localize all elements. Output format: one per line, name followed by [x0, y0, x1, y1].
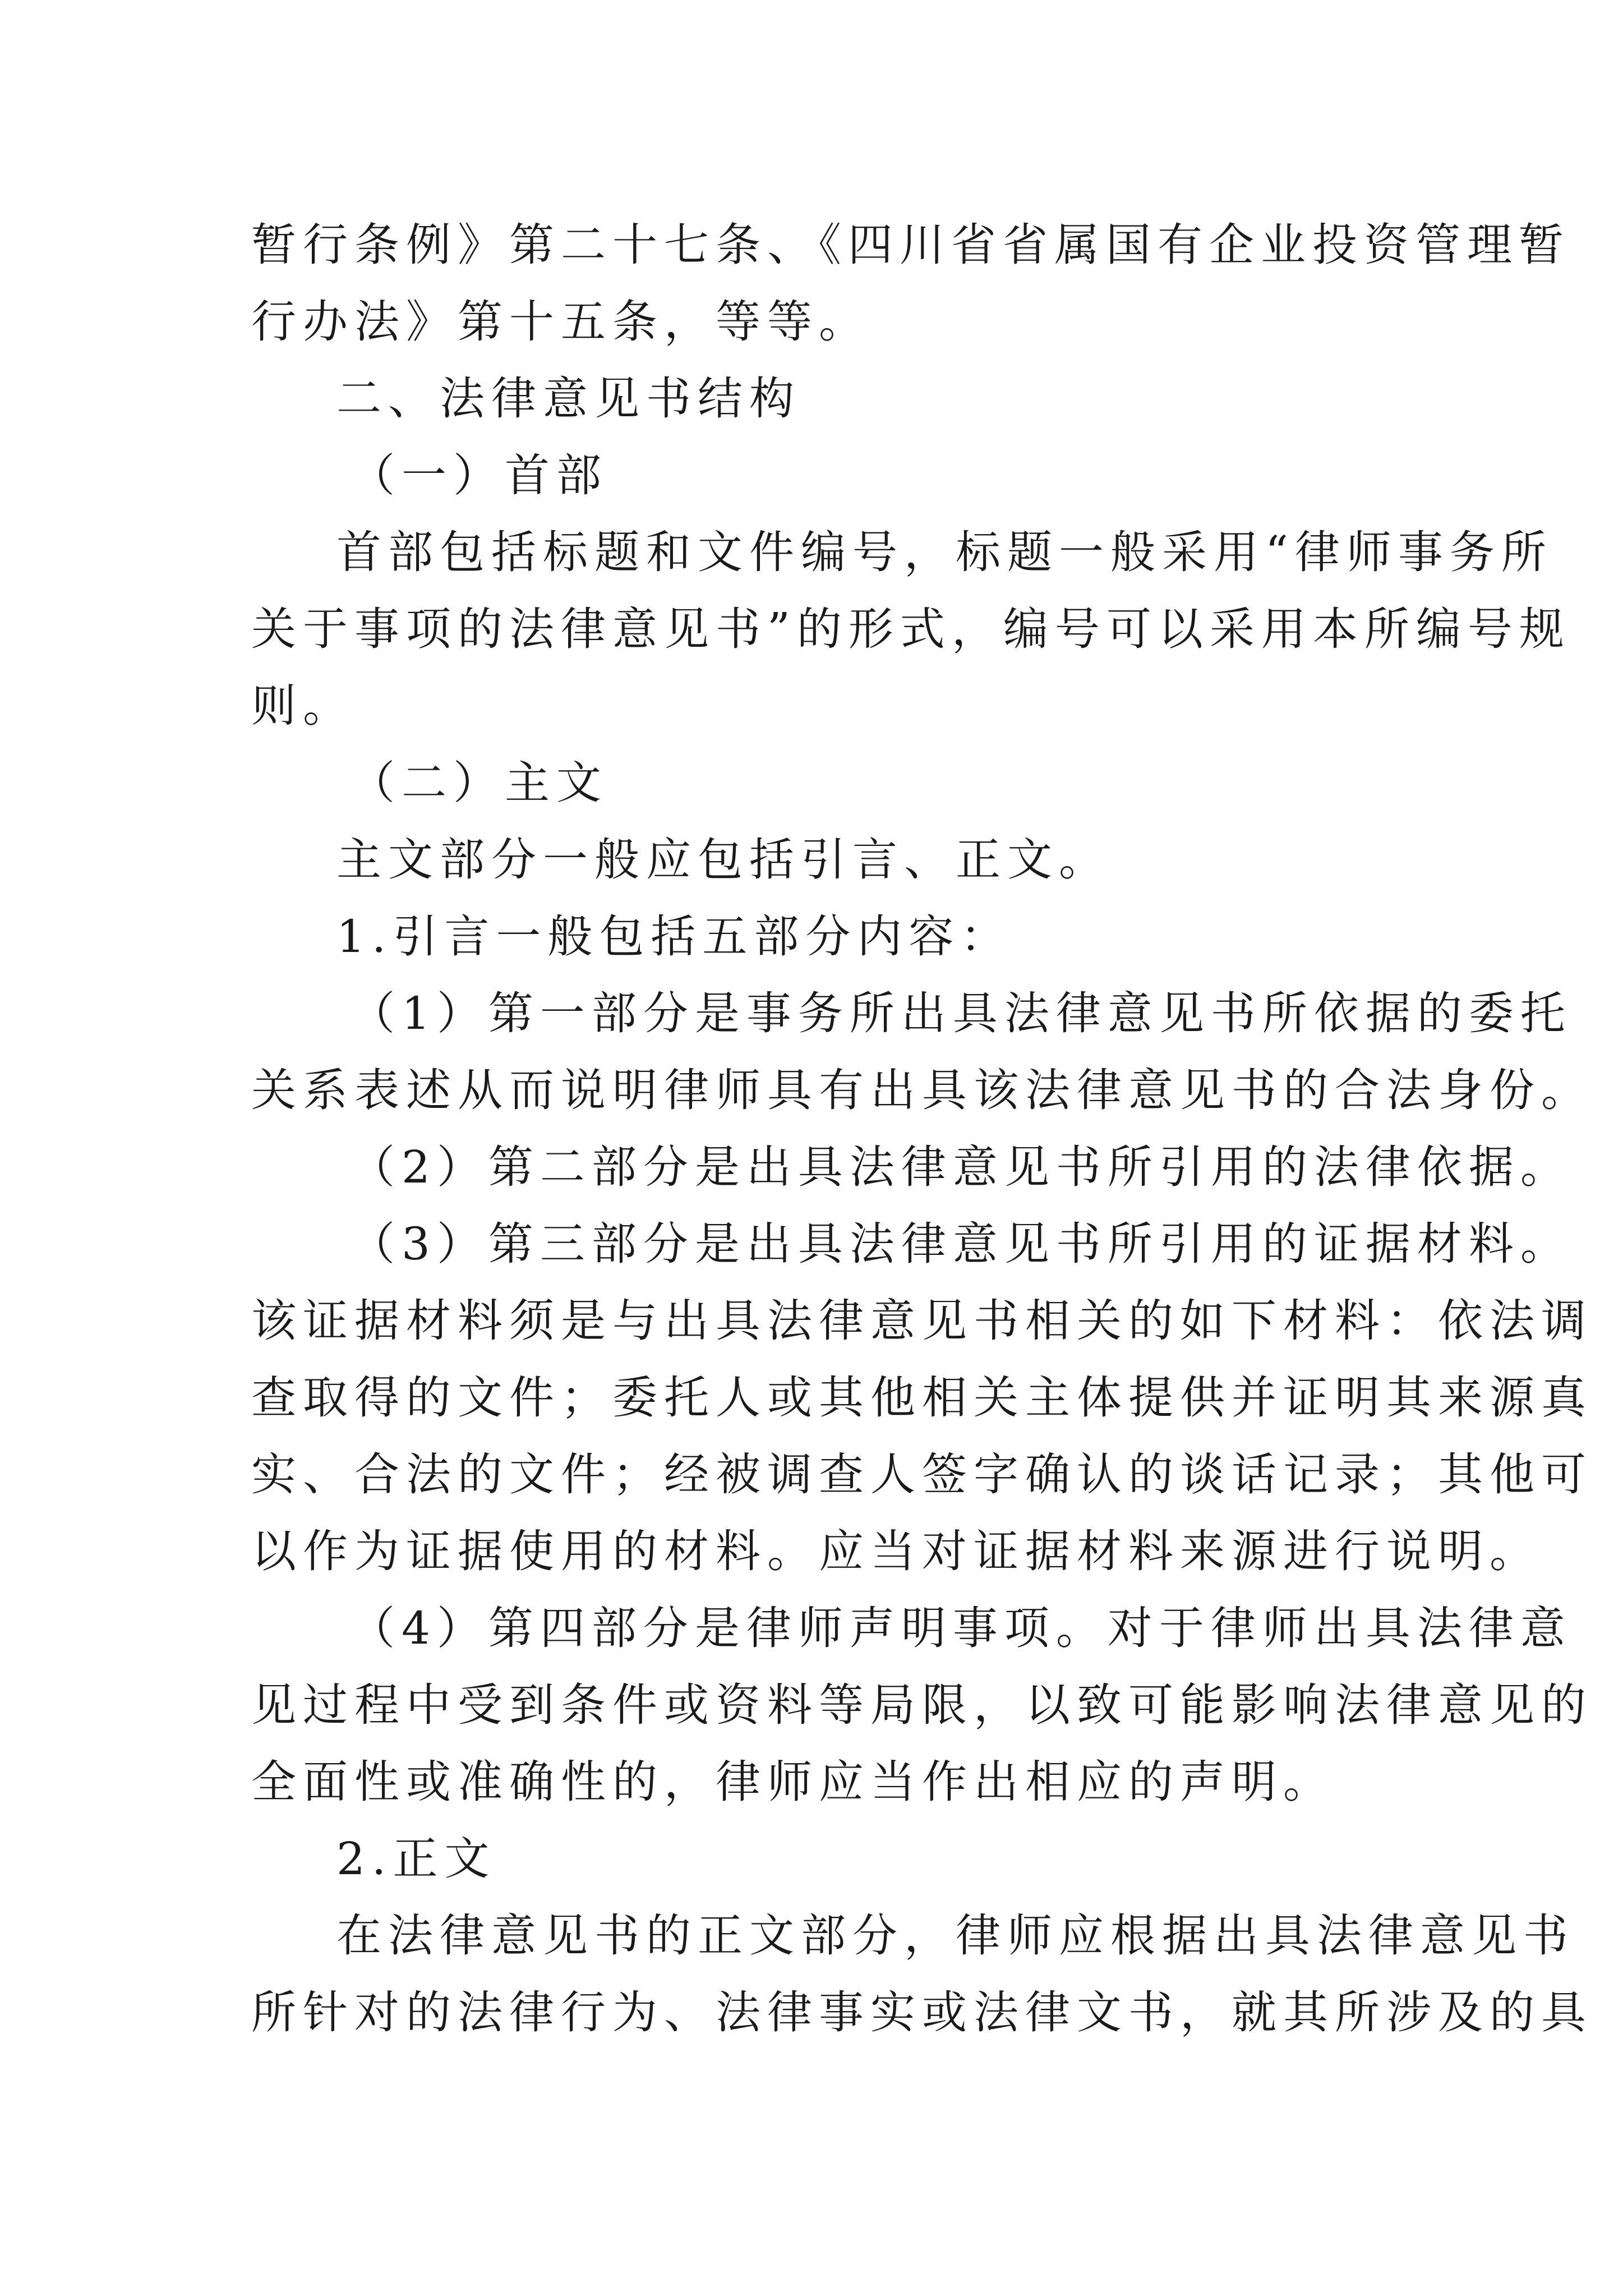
- subsection-heading: （二）主文: [350, 757, 608, 809]
- paragraph-line: 以作为证据使用的材料。应当对证据材料来源进行说明。: [251, 1525, 1541, 1577]
- subsection-heading: （一）首部: [350, 449, 608, 501]
- paragraph-line: 所针对的法律行为、法律事实或法律文书，就其所涉及的具: [251, 1986, 1593, 2039]
- list-item: （4）第四部分是律师声明事项。对于律师出具法律意: [350, 1602, 1572, 1654]
- paragraph-line: 见过程中受到条件或资料等局限，以致可能影响法律意见的: [251, 1679, 1593, 1731]
- paragraph-line: 在法律意见书的正文部分，律师应根据出具法律意见书: [336, 1910, 1575, 1962]
- paragraph-line: 实、合法的文件；经被调查人签字确认的谈话记录；其他可: [251, 1448, 1593, 1501]
- list-heading: 2.正文: [336, 1833, 496, 1885]
- list-item: （2）第二部分是出具法律意见书所引用的法律依据。: [350, 1141, 1572, 1193]
- list-item: （1）第一部分是事务所出具法律意见书所依据的委托: [350, 987, 1572, 1039]
- paragraph-line: 关系表述从而说明律师具有出具该法律意见书的合法身份。: [251, 1064, 1593, 1116]
- paragraph-line: 关于事项的法律意见书”的形式，编号可以采用本所编号规: [251, 603, 1571, 655]
- paragraph-line: 则。: [251, 680, 354, 732]
- paragraph-line: 暂行条例》第二十七条、《四川省省属国有企业投资管理暂: [251, 219, 1570, 271]
- paragraph-line: 主文部分一般应包括引言、正文。: [336, 834, 1110, 886]
- list-item: （3）第三部分是出具法律意见书所引用的证据材料。: [350, 1218, 1572, 1270]
- list-heading: 1.引言一般包括五部分内容：: [336, 910, 1012, 963]
- paragraph-line: 该证据材料须是与出具法律意见书相关的如下材料：依法调: [251, 1295, 1593, 1347]
- paragraph-line: 行办法》第十五条，等等。: [251, 296, 870, 348]
- section-heading: 二、法律意见书结构: [336, 372, 801, 425]
- paragraph-line: 查取得的文件；委托人或其他相关主体提供并证明其来源真: [251, 1372, 1593, 1424]
- body-text: [251, 206, 1593, 2051]
- paragraph-line: 首部包括标题和文件编号，标题一般采用“律师事务所: [336, 526, 1553, 578]
- paragraph-line: 全面性或准确性的，律师应当作出相应的声明。: [251, 1756, 1335, 1808]
